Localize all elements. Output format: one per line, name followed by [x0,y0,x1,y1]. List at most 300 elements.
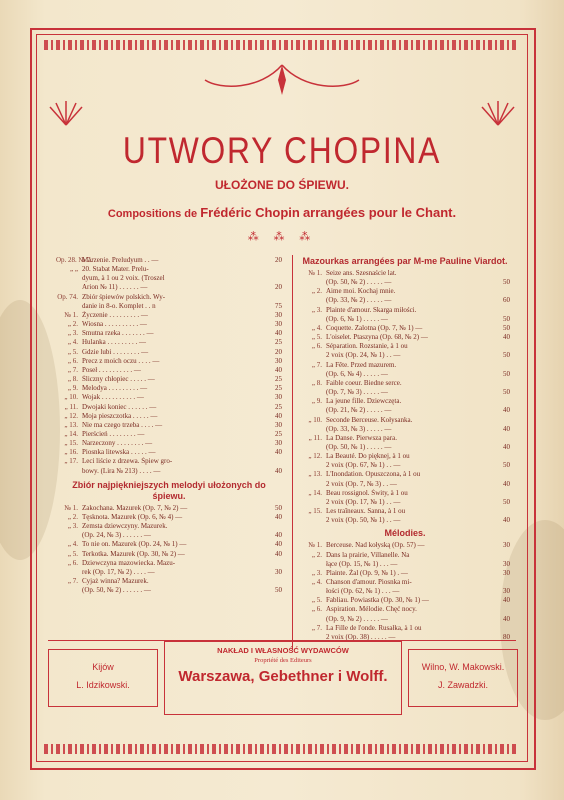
item-number: „ 4. [67,540,78,549]
item-title: Coquette. Zalotna (Op. 7, № 1) — [326,323,423,332]
item-price [262,577,282,586]
item-title: 2 voix (Op. 67, № 1) . . — [326,461,401,470]
item-number: № 1. [308,269,322,277]
item-title: (Op. 50, № 2) . . . . . — [326,278,392,287]
item-number [56,568,82,577]
list-item [300,470,510,479]
list-item [56,513,282,522]
item-number [300,351,326,360]
item-title: Precz z moich oczu . . . . — [82,356,160,365]
item-number: „ 7. [67,577,78,585]
item-number: № 1. [64,310,78,319]
item-price [490,379,510,388]
list-item [56,338,282,347]
list-item [56,293,282,302]
item-title: danie in 8-o. Komplet . . n [82,301,156,310]
item-price: 50 [275,503,282,512]
item-title: Pierścień . . . . . . . . — [82,429,145,438]
top-meander [44,40,518,50]
item-price [490,489,510,498]
list-item [300,278,510,287]
list-item [56,366,282,375]
item-title: Plainte. Żal (Op. 9, № 1) . — [326,568,408,577]
item-title: 2 voix (Op. 17, № 1) . . — [326,497,401,506]
item-title: Beau rossignol. Świty, à 1 ou [326,488,408,497]
list-item [56,302,282,311]
item-number [300,615,326,624]
item-number: „ 12. [64,411,78,420]
list-item [56,522,282,531]
list-item [300,269,510,278]
list-item [300,480,510,489]
item-number: „ 6. [311,342,322,351]
item-number: „ 5. [67,347,78,356]
item-number [300,443,326,452]
item-price: 30 [275,356,282,365]
subtitle: UŁOŻONE DO ŚPIEWU. [214,178,349,192]
right-column [300,256,510,642]
list-item [56,320,282,329]
item-price: 50 [503,314,510,323]
item-title: Séparation. Rozstanie, à 1 ou [326,342,408,351]
item-price: 40 [275,329,282,338]
item-number: „ 11. [308,433,322,442]
item-price: 30 [275,393,282,402]
footer-left-city: Kijów [92,662,114,672]
list-item [56,586,282,595]
item-number [300,560,326,569]
item-title: Dans la prairie, Villanelle. Na [326,550,410,559]
item-price: 40 [275,466,282,475]
item-number: „ 6. [311,605,322,614]
item-price: 40 [503,596,510,605]
item-title: (Op. 6, № 1) . . . . . — [326,314,388,323]
item-price [490,452,510,461]
item-title: 2 voix (Op. 50, № 1) . . — [326,516,401,525]
list-item [300,541,510,550]
item-title: Poseł . . . . . . . . . . — [82,365,141,374]
item-number: № 1. [64,503,78,512]
footer-right-city: Wilno, W. Makowski. [421,662,505,672]
item-title: Nie ma czego trzeba . . . . — [82,420,163,429]
item-number: „ 13. [308,470,322,479]
list-item [56,559,282,568]
item-price: 50 [503,351,510,360]
list-item [56,421,282,430]
item-price: 40 [503,424,510,433]
item-title: Berceuse. Nad kołyską (Op. 57) — [326,541,425,550]
item-number [300,388,326,397]
item-price: 20 [275,347,282,356]
item-price: 40 [503,406,510,415]
item-title: La Danse. Pierwsza para. [326,433,397,442]
list-item [56,265,282,274]
item-price: 50 [503,323,510,332]
item-number: „ 5. [311,596,322,605]
item-price: 40 [275,549,282,558]
list-item [300,315,510,324]
item-title: Cyjaż winna? Mazurek. [82,577,149,585]
item-number: „ 7. [311,623,322,632]
item-number [300,296,326,305]
item-number [300,498,326,507]
melodies-list [56,504,282,596]
item-number: „ 16. [64,448,78,457]
left-column [56,256,282,595]
right-heading: Mazourkas arrangées par M-me Pauline Viardot. [302,256,508,266]
list-item [300,560,510,569]
item-price: 40 [275,448,282,457]
item-price: 40 [275,540,282,549]
list-item [300,578,510,587]
item-price [490,342,510,351]
list-item [56,375,282,384]
footer-right-name: J. Zawadzki. [437,680,488,690]
item-title: Chanson d'amour. Piosnka mi- [326,578,412,586]
item-title: Zemsta dziewczyny. Mazurek. [82,522,168,531]
item-number: № 1. [308,541,322,550]
item-number: „ 15. [64,439,78,448]
subline-b: arrangées pour le Chant. [302,205,457,220]
item-number: Op. 74. [57,292,78,301]
item-title: Leci liście z drzewa. Śpiew gro- [82,457,173,466]
item-price [490,397,510,406]
list-item [56,348,282,357]
item-number: „ 15. [308,507,322,516]
list-item [300,443,510,452]
item-title: 2 voix (Op. 24, № 1) . . — [326,351,401,360]
item-price: 30 [503,587,510,596]
item-price: 40 [275,365,282,374]
list-item [300,615,510,624]
sunburst-right-icon [478,95,518,135]
item-title: Dziewczyna mazowiecka. Mazu- [82,558,176,567]
item-title: dyum, à 1 ou 2 voix. (Troszel [82,274,165,283]
list-item [300,324,510,333]
list-item [300,406,510,415]
item-number: „ 4. [311,323,322,332]
item-price: 30 [503,541,510,550]
item-title: Tęsknota. Mazurek (Op. 6, № 4) — [82,512,183,521]
item-number [300,425,326,434]
item-title: Seize ans. Szesnaście lat. [326,269,397,277]
list-item [300,425,510,434]
item-price: 30 [503,568,510,577]
list-item [56,384,282,393]
list-item [56,448,282,457]
item-number: „ „ [70,265,78,274]
list-item [300,551,510,560]
item-number [56,586,82,595]
item-price [490,416,510,425]
footer-center-main: Warszawa, Gebethner i Wolff. [178,668,388,685]
item-title: Hulanka . . . . . . . . . — [82,338,146,347]
item-title: (Op. 33, № 3) . . . . . — [326,424,392,433]
item-price [490,361,510,370]
item-number: „ 2. [67,320,78,329]
item-price: 25 [275,429,282,438]
item-title: Faible coeur. Biedne serce. [326,378,402,387]
item-price: 50 [503,369,510,378]
list-item [56,329,282,338]
list-item [300,516,510,525]
list-item [300,379,510,388]
item-price [490,269,510,278]
item-price [490,551,510,560]
list-item [300,397,510,406]
item-price: 25 [275,338,282,347]
item-number [300,516,326,525]
item-number: „ 10. [64,393,78,402]
item-number: „ 6. [67,558,78,567]
item-number: „ 7. [67,365,78,374]
item-title: Śliczny chłopiec . . . . . — [82,375,155,384]
item-price: 75 [275,301,282,310]
list-item [300,416,510,425]
item-title: Narzeczony . . . . . . . . — [82,439,153,448]
item-number: „ 8. [67,375,78,384]
item-title: Moja pieszczotka . . . . . — [82,411,158,420]
item-number: „ 6. [67,356,78,365]
item-number: „ 2. [311,550,322,559]
item-title: rek (Op. 17, № 2) . . . . — [82,567,155,576]
item-number: „ 8. [311,378,322,387]
item-number [56,531,82,540]
item-price [490,578,510,587]
item-title: Piosnka litewska . . . . . — [82,448,156,457]
item-number: „ 13. [64,420,78,429]
list-item [300,388,510,397]
item-title: (Op. 33, № 2) . . . . . — [326,296,392,305]
list-item [300,287,510,296]
item-price: 30 [275,310,282,319]
list-item [56,403,282,412]
list-item [56,283,282,292]
item-title: łące (Op. 15, № 1) . . . — [326,559,398,568]
list-item [56,457,282,466]
item-price [490,287,510,296]
list-item [56,577,282,586]
column-divider [292,255,293,650]
footer-left-name: L. Idzikowski. [76,680,130,690]
list-item [300,507,510,516]
item-number: „ 14. [308,488,322,497]
item-price [490,470,510,479]
stars-divider: ⁂ ⁂ ⁂ [247,231,317,243]
subline-a: Compositions de [107,208,198,220]
list-item [300,361,510,370]
item-number: „ 5. [311,333,322,342]
item-number: „ 4. [67,338,78,347]
item-number [300,406,326,415]
item-price: 20 [275,256,282,264]
list-item [300,452,510,461]
item-title: Gdzie lubi . . . . . . . . — [82,347,149,356]
top-ornament-icon [200,60,364,100]
list-item [300,605,510,614]
list-item [56,274,282,283]
item-title: La Beauté. Do pięknej, à 1 ou [326,452,410,461]
item-title: Życzenie . . . . . . . . . — [82,310,148,319]
item-price: 40 [503,442,510,451]
item-price [490,624,510,633]
item-title: L'oiselet. Ptaszyna (Op. 68, № 2) — [326,333,428,342]
item-title: Marzenie. Preludyum . . — [82,256,159,264]
list-item [300,333,510,342]
item-price: 30 [275,567,282,576]
item-price: 40 [275,531,282,540]
item-price [262,559,282,568]
list-item [300,461,510,470]
list-item [56,540,282,549]
item-price: 25 [275,402,282,411]
list-item [300,434,510,443]
item-price: 30 [275,439,282,448]
item-title: Plainte d'amour. Skarga miłości. [326,305,417,314]
item-price [490,434,510,443]
footer-left-box [48,649,158,707]
list-item [56,393,282,402]
list-item [56,311,282,320]
list-item [56,439,282,448]
list-item [300,596,510,605]
item-number: „ 3. [67,522,78,531]
item-title: La Fête. Przed mazurem. [326,360,397,369]
item-title: Wiosna . . . . . . . . . . — [82,320,147,329]
item-number [300,587,326,596]
item-number: „ 2. [311,287,322,296]
item-title: (Op. 50, № 1) . . . . . — [326,442,392,451]
item-number: „ 7. [311,360,322,369]
list-item [300,306,510,315]
list-item [56,412,282,421]
item-price: 25 [275,384,282,393]
item-price: 20 [275,283,282,292]
list-item [300,498,510,507]
item-title: (Op. 24, № 3) . . . . . . — [82,531,151,540]
list-item [300,489,510,498]
item-number [56,302,82,311]
page-title: UTWORY CHOPINA [122,130,442,171]
item-number [56,467,82,476]
item-title: łości (Op. 62, № 1) . . . — [326,587,400,596]
item-price: 50 [275,586,282,595]
item-price: 50 [503,461,510,470]
item-number [56,283,82,292]
list-item [56,467,282,476]
item-number: „ 2. [67,512,78,521]
item-price: 50 [503,278,510,287]
list-item [300,296,510,305]
item-number: „ 5. [67,549,78,558]
item-number: „ 3. [311,305,322,314]
item-price: 50 [503,388,510,397]
item-title: Zakochana. Mazurek (Op. 7, № 2) — [82,503,188,512]
item-price: 80 [503,632,510,641]
item-title: (Op. 50, № 2) . . . . . . — [82,586,151,595]
list-item [56,256,282,265]
list-item [56,504,282,513]
item-title: bowy. (Lira № 213) . . . . — [82,466,161,475]
item-price [262,457,282,466]
item-price: 40 [503,614,510,623]
item-title: Terkotka. Mazurek (Op. 30, № 2) — [82,549,185,558]
item-number [300,278,326,287]
list-item [300,342,510,351]
item-number: „ 4. [311,578,322,586]
item-price: 40 [275,512,282,521]
list-item [56,430,282,439]
item-title: (Op. 9, № 2) . . . . . — [326,614,388,623]
item-title: (Op. 21, № 2) . . . . . — [326,406,392,415]
item-title: Aspiration. Mélodie. Chęć nocy. [326,605,417,614]
item-title: La jeune fille. Dziewczęta. [326,397,402,406]
item-title: Dwojaki koniec . . . . . . — [82,402,157,411]
left-top-list [56,256,282,311]
footer-center-box [164,641,402,715]
item-number: „ 9. [311,397,322,406]
item-price: 50 [503,497,510,506]
item-price: 25 [275,375,282,384]
item-price: 30 [503,559,510,568]
item-price [262,265,282,274]
item-number [300,480,326,489]
item-number: „ 11. [64,402,78,411]
item-title: L'Inondation. Opuszczona, à 1 ou [326,470,421,479]
item-price: 30 [275,420,282,429]
item-number [56,274,82,283]
item-number: „ 14. [64,429,78,438]
footer [48,640,516,749]
item-title: Smutna rzeka . . . . . . . — [82,329,154,338]
item-price [490,507,510,516]
list-item [300,370,510,379]
item-number: „ 9. [67,384,78,393]
item-title: Aime moi. Kochaj mnie. [326,287,396,296]
item-title: 2 voix (Op. 38) . . . . . — [326,632,396,641]
item-price: 40 [503,479,510,488]
item-price: 60 [503,296,510,305]
list-item [56,531,282,540]
footer-right-box [408,649,518,707]
item-number: „ 3. [311,568,322,577]
item-title: Fabliau. Powiastka (Op. 30, № 1) — [326,596,429,605]
item-number: „ 10. [308,415,322,424]
item-title: 2 voix (Op. 7, № 3) . . — [326,479,397,488]
item-number [300,370,326,379]
footer-center-mid: Propriété des Editeurs [254,657,312,664]
list-item [56,550,282,559]
item-title: 20. Stabat Mater. Prelu- [82,265,149,274]
item-number: „ 17. [64,457,78,466]
item-title: La Fille de l'onde. Rusałka, à 1 ou [326,623,422,632]
item-title: To nie on. Mazurek (Op. 24, № 1) — [82,540,187,549]
item-title: Melodya . . . . . . . . . — [82,384,148,393]
mazurkas-list [300,269,510,525]
item-price: 40 [275,411,282,420]
list-item [300,569,510,578]
list-item [56,357,282,366]
item-price [262,274,282,283]
item-price [262,293,282,302]
list-item [300,624,510,633]
songs-list [56,311,282,476]
item-number: „ 3. [67,329,78,338]
item-title: Les traîneaux. Sanna, à 1 ou [326,507,406,516]
composer-name: Frédéric Chopin [200,205,300,220]
right-heading-2: Mélodies. [384,528,426,539]
item-price: 30 [275,320,282,329]
